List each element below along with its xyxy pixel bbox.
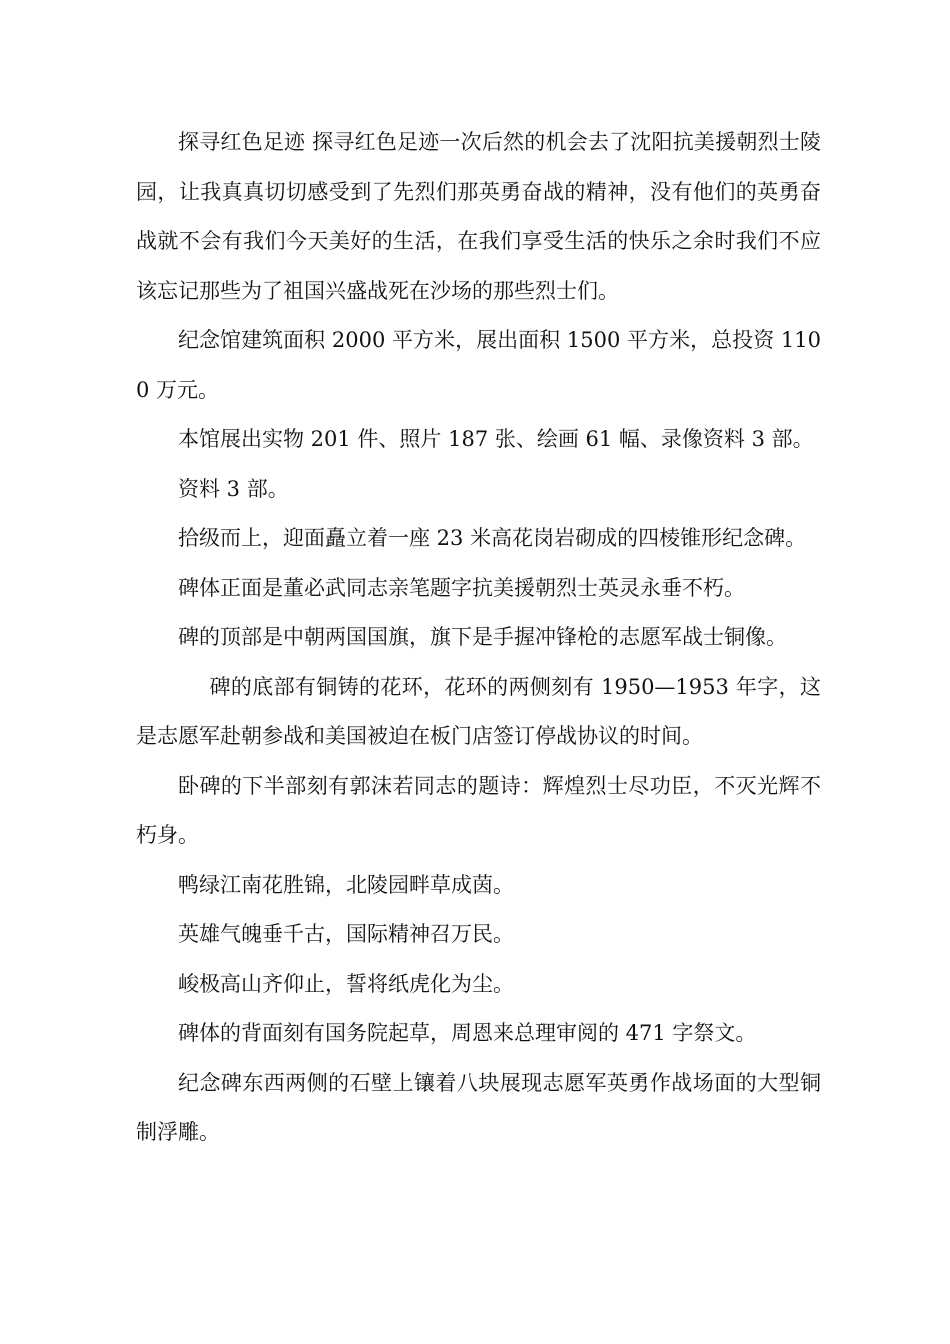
paragraph-poem-line-2: 英雄气魄垂千古，国际精神召万民。 bbox=[178, 922, 514, 946]
paragraph-area: 纪念馆建筑面积 2000 平方米，展出面积 1500 平方米，总投资 1100 万元。 bbox=[136, 328, 821, 402]
paragraph-monument: 拾级而上，迎面矗立着一座 23 米高花岗岩砌成的四棱锥形纪念碑。 bbox=[178, 526, 807, 550]
paragraph-poem-line-1: 鸭绿江南花胜锦，北陵园畔草成茵。 bbox=[178, 872, 514, 897]
paragraph-inscription: 碑体正面是董必武同志亲笔题字抗美援朝烈士英灵永垂不朽。 bbox=[178, 575, 745, 600]
paragraph-top: 碑的顶部是中朝两国国旗，旗下是手握冲锋枪的志愿军战士铜像。 bbox=[178, 625, 787, 649]
paragraph-bottom: 碑的底部有铜铸的花环，花环的两侧刻有 1950—1953 年字，这是志愿军赴朝参战和美国被迫在板门店签订停战协议的时间。 bbox=[136, 674, 821, 748]
document-body bbox=[136, 118, 821, 1158]
paragraph-intro: 探寻红色足迹 探寻红色足迹一次后然的机会去了沈阳抗美援朝烈士陵园，让我真真切切感受到了先烈们那英勇奋战的精神，没有他们的英勇奋战就不会有我们今天美好的生活，在我们享受生活的快乐之余时我们不应该忘记那些为了祖国兴盛战死在沙场的那些烈士们。 bbox=[136, 130, 821, 303]
paragraph-poem-line-3: 峻极高山齐仰止，誓将纸虎化为尘。 bbox=[178, 971, 514, 996]
paragraph-materials: 资料 3 部。 bbox=[178, 476, 289, 501]
paragraph-back: 碑体的背面刻有国务院起草，周恩来总理审阅的 471 字祭文。 bbox=[178, 1021, 757, 1045]
paragraph-poem-intro: 卧碑的下半部刻有郭沫若同志的题诗：辉煌烈士尽功臣，不灭光辉不朽身。 bbox=[136, 773, 821, 847]
paragraph-exhibits: 本馆展出实物 201 件、照片 187 张、绘画 61 幅、录像资料 3 部。 bbox=[178, 427, 814, 451]
paragraph-reliefs: 纪念碑东西两侧的石壁上镶着八块展现志愿军英勇作战场面的大型铜制浮雕。 bbox=[136, 1070, 821, 1144]
